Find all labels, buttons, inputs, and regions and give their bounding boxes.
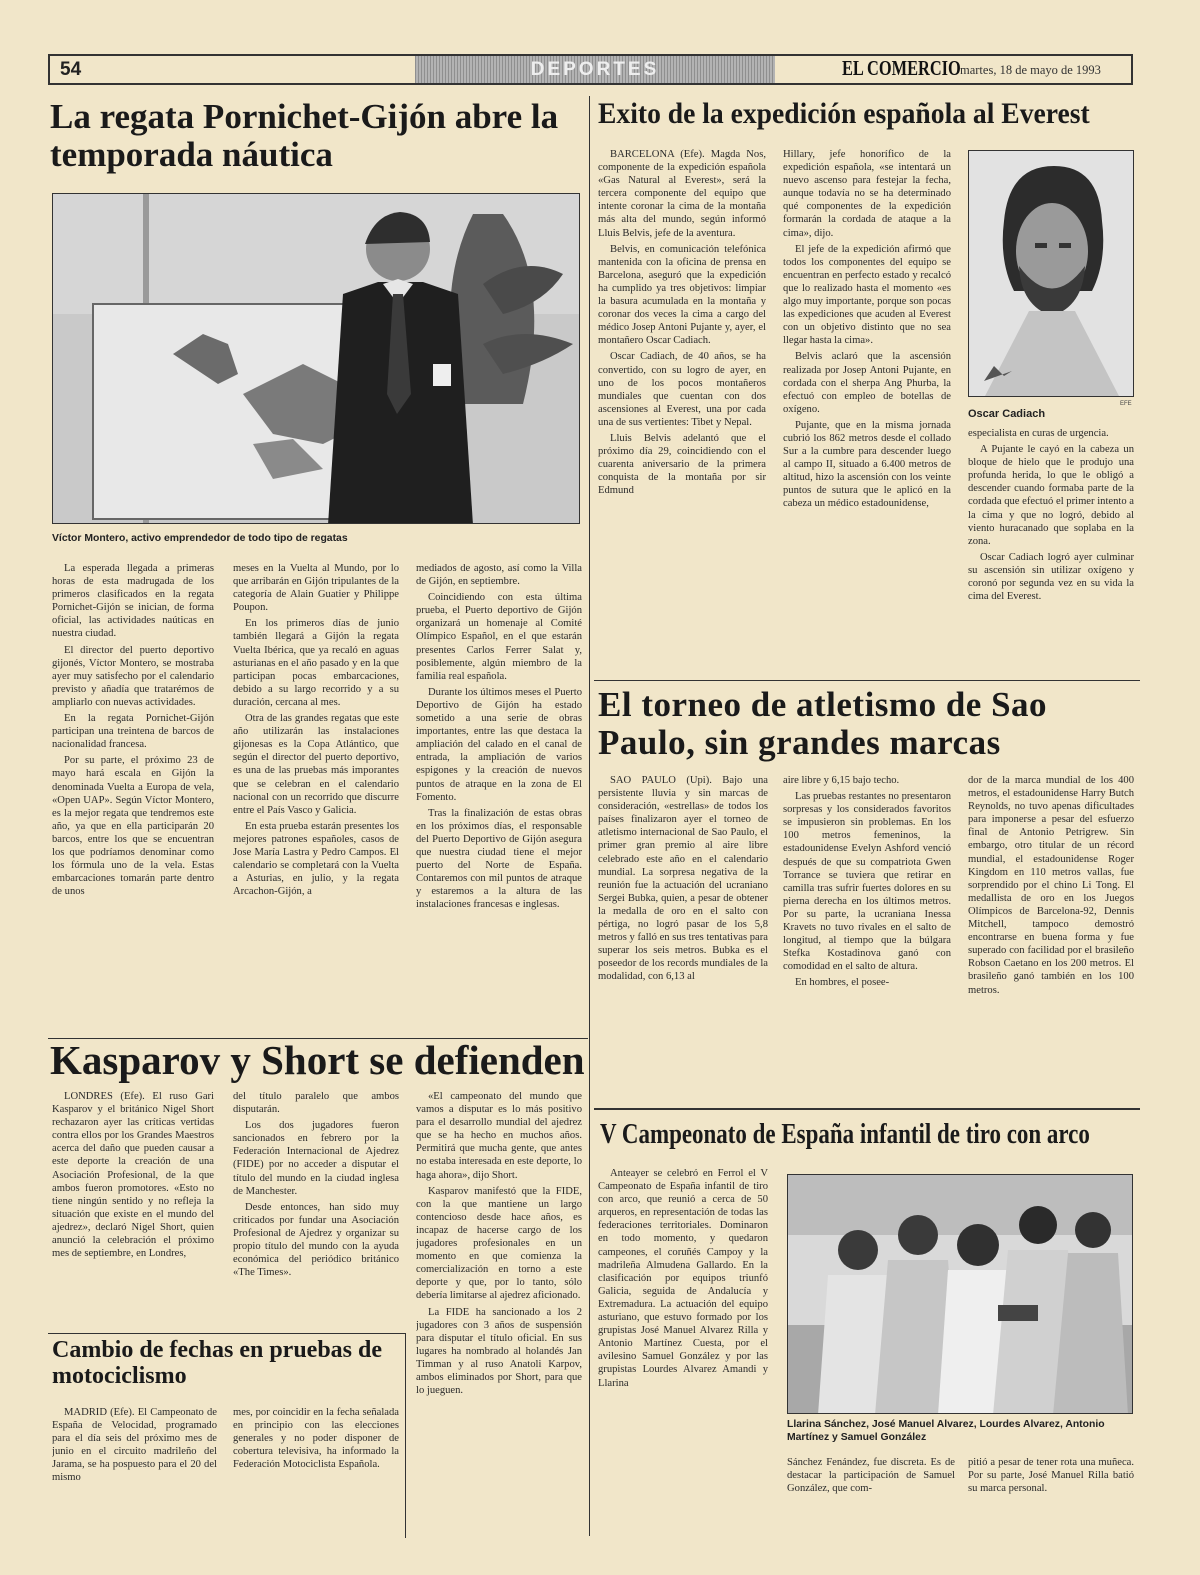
moto-column-2: [233, 1406, 399, 1534]
atletismo-c1-p1: SAO PAULO (Upi). Bajo una persistente lluvia y sin marcas de consideración, «estrellas» de todos los países finalizaron ayer el torneo de atletismo internacional de Sao Paulo, el primer gran premio al aire libre celebrado este año en el calendario mundial. La sorpresa negativa de la reunión fue la actuación del ucraniano Sergei Bubka, quien, a pesar de obtener la medalla de oro en el salto con pértiga, no logró pasar de los 5,8 metros y falló en sus tres tentativas para superar los seis metros. Bubka es el poseedor de los records mundiales de la modalidad, con 6,13 al: [598, 775, 768, 983]
atletismo-headline: El torneo de atletismo de Sao Paulo, sin grandes marcas: [598, 685, 1048, 762]
climber-portrait-illustration: [969, 151, 1134, 397]
kasparov-c2-p3: Desde entonces, han sido muy criticados por fundar una Asociación Profesional de Ajedrez y organizar su propio título del mundo con la ayuda económica del periódico británico «The Times».: [233, 1201, 399, 1279]
atletismo-column-2: [783, 774, 951, 1099]
section-rule: [594, 1108, 1140, 1110]
regata-headline: La regata Pornichet-Gijón abre la temporada náutica: [50, 97, 559, 174]
everest-c3-p1: especialista en curas de urgencia.: [968, 428, 1109, 439]
moto-headline: Cambio de fechas en pruebas de motociclismo: [52, 1337, 383, 1389]
kasparov-column-3: [416, 1090, 582, 1538]
everest-headline: Exito de la expedición española al Everest: [598, 97, 1090, 130]
everest-c1-p4: Lluis Belvis adelantó que el próximo día 29, coincidiendo con el cuarenta aniversario de la primera conquista de la montaña por sir Edmund: [598, 432, 766, 497]
regata-c1-p4: Por su parte, el próximo 23 de mayo hará escala en Gijón la denominada Vuelta a Europa de vela, «Open UAP». Según Víctor Montero, es la mejor regata que tendremos este año, ya que en ella participarán 20 barcos, entre los que se encuentran los que podríamos denominar como los fórmula uno de la vela. Estas embarcaciones tomarán parte dentro de unos: [52, 755, 214, 898]
kasparov-column-1: [52, 1090, 214, 1330]
everest-c1-p2: Belvis, en comunicación telefónica mantenida con la oficina de prensa en Barcelona, aseguró que la expedición ha cumplido ya tres objetivos: limpiar la basura acumulada en la montaña y coronar dos veces la cima a cargo del médico Josep Antoni Pujante y, ayer, el montañero Oscar Cadiach.: [598, 243, 766, 347]
regata-c2-p3: Otra de las grandes regatas que este año utilizarán las instalaciones gijonesas es la Copa Atlántico, que según el director del puerto deportivo, es una de las pruebas más imporantes que se celebran en el calendario nacional con un recorrido que discurre entre el País Vasco y Galicia.: [233, 713, 399, 816]
man-with-map-illustration: [53, 194, 580, 524]
atletismo-c3-p1: dor de la marca mundial de los 400 metros, el estadounidense Harry Butch Reynolds, no tuvo apenas dificultades para imponerse a pesar del esfuerzo final de Antonio Petrigrew. Sin embargo, otro titular de un récord mundial, el estadounidense Roger Kingdom en 110 metros vallas, fue sorprendido por el chino Li Tong. El medallista de oro en los Juegos Olímpicos de Barcelona-92, Dennis Mitchell, tampoco demostró encontrarse en buena forma y fue superado con facilidad por el brasileño Robson Caetano en los 200 metros. El brasileño ganó también en los 100 metros.: [968, 775, 1134, 996]
everest-c2-p2: El jefe de la expedición afirmó que todos los componentes del equipo se encuentran en perfecto estado y recalcó que lo realizado hasta el momento «es algo muy importante, porque son pocas las expediciones que acuden al Everest con un objetivo distinto que no sea llegar hasta la cima».: [783, 243, 951, 347]
regata-c1-p3: En la regata Pornichet-Gijón participan una treintena de barcos de nacionalidad francesa.: [52, 713, 214, 751]
tiro-c3-p1: pitió a pesar de tener rota una muñeca. Por su parte, José Manuel Rilla batió su marca personal.: [968, 1457, 1134, 1495]
column-divider: [589, 96, 590, 1536]
tiro-c1-p1: Anteayer se celebró en Ferrol el V Campeonato de España infantil de tiro con arco, que reunió a cerca de 50 arqueros, en representación de todas las federaciones territoriales. Dominaron en todo momento, y quedaron campeones, el coruñés Campoy y la madrileña Almudena Gallardo. En la clasificación por equipos triunfó Galicia, seguida de Andalucía y Extremadura. La actuación del equipo asturiano, que estuvo formado por los grupistas José Manuel Alvarez Rilla y Antonio Martínez Cuesta, por el avilesino Samuel González y por las grupistas Lourdes Alvarez Amandi y Llarina: [598, 1168, 768, 1389]
tiro-column-2: [787, 1456, 955, 1538]
everest-photo-caption: Oscar Cadiach: [968, 408, 1046, 420]
kasparov-c3-p1: «El campeonato del mundo que vamos a disputar es lo más positivo para el desarrollo mundial del ajedrez que se ha hecho en muchos años. Permitirá que mucha gente, que antes no estaba interesada en este deporte, lo haga ahora», dijo Short.: [416, 1091, 582, 1181]
everest-c2-p1: Hillary, jefe honorífico de la expedición española, «se intentará un nuevo ascenso para festejar la fecha, aunque todavía no se ha determinado qué componentes de la expedición formarán la cordada de ataque a la cima», dijo.: [783, 149, 951, 239]
regata-photo-caption: Víctor Montero, activo emprendedor de todo tipo de regatas: [52, 533, 348, 544]
everest-c1-p1: BARCELONA (Efe). Magda Nos, componente de la expedición española «Gas Natural al Everest», será la tercera componente del equipo que intente coronar la cima de la montaña más alta del mundo, según informó Lluis Belvis, jefe de la aventura.: [598, 149, 766, 239]
regata-c3-p1: mediados de agosto, así como la Villa de Gijón, en septiembre.: [416, 563, 582, 588]
everest-column-2: [783, 148, 951, 678]
section-title: DEPORTES: [530, 59, 660, 80]
regata-column-3: [416, 562, 582, 1040]
page-number: 54: [60, 59, 82, 80]
everest-photo: [968, 150, 1134, 397]
everest-c2-p4: Pujante, que en la misma jornada cubrió los 862 metros desde el collado Sur a la cumbre para descender luego al campo II, situado a 6.400 metros de altitud, hizo la ascensión con los veinte puntos de sutura que le aplicó en la cabeza un médico estadounidense,: [783, 419, 951, 510]
tiro-headline: V Campeonato de España infantil de tiro con arco: [600, 1119, 1090, 1150]
moto-c1-p1: MADRID (Efe). El Campeonato de España de Velocidad, programado para el día seis del próximo mes de junio en el circuito madrileño del Jarama, se ha pospuesto para el 20 del mismo: [52, 1407, 217, 1484]
kasparov-c1-p1: LONDRES (Efe). El ruso Gari Kasparov y el británico Nigel Short rechazaron ayer las críticas vertidas contra ellos por los Grandes Maestros acerca del daño que pueden causar a este deporte la creación de una Asociación Profesional, de la que ambos fueron promotores. «Esto no tiene ningún sentido y no refleja la situación que existe en el mundo del ajedrez», declaró Nigel Short, quien anunció la celebración el próximo mes de septiembre, en Londres,: [52, 1091, 214, 1260]
everest-c3-p3: Oscar Cadiach logró ayer culminar su ascensión sin utilizar oxígeno y coronó por segunda vez en su vida la cima del Everest.: [968, 551, 1134, 603]
everest-c3-p2: A Pujante le cayó en la cabeza un bloque de hielo que le produjo una profunda herida, lo que le obligó a descender cuando formaba parte de la cordada que efectuó el primer intento a la cima y que no logró, debido al viento huracanado que soplaba en la zona.: [968, 444, 1134, 547]
regata-c1-p1: La esperada llegada a primeras horas de esta madrugada de los primeros clasificados en la regata Pornichet-Gijón se inician, de forma oficial, las actividades naúticas en nuestra ciudad.: [52, 563, 214, 640]
regata-c3-p2: Coincidiendo con esta última prueba, el Puerto deportivo de Gijón organizará un homenaje al Comité Olímpico Español, en el que estarán presentes Carlos Ferrer Salat y, posiblemente, algún miembro de la familia real española.: [416, 592, 582, 682]
section-band: [415, 56, 775, 83]
atletismo-column-3: [968, 774, 1134, 1099]
regata-photo: [52, 193, 580, 524]
everest-c1-p3: Oscar Cadiach, de 40 años, se ha convertido, con su logro de ayer, en uno de los pocos montañeros mundiales que cuentan con dos ascensiones al Everest, una por cada una de sus vertientes: Tibet y Nepal.: [598, 351, 766, 428]
atletismo-c2-p3: En hombres, el posee-: [795, 977, 890, 989]
everest-c2-p3: Belvis aclaró que la ascensión realizada por Josep Antoni Pujante, en cordada con el sherpa Ang Phurba, la efectuó con empleo de botellas de oxígeno.: [783, 351, 951, 415]
moto-c2-p1: mes, por coincidir en la fecha señalada en principio con las elecciones generales y no poder disponer de cobertura televisiva, ha informado la Federación Motociclista Española.: [233, 1407, 399, 1471]
tiro-c2-p1: Sánchez Fenández, fue discreta. Es de destacar la participación de Samuel González, que com-: [787, 1457, 955, 1495]
regata-column-1: [52, 562, 214, 1040]
everest-column-1: [598, 148, 766, 678]
newspaper-name: EL COMERCIO: [842, 56, 961, 80]
regata-c2-p4: En esta prueba estarán presentes los mejores patrones españoles, casos de Jose María Lastra y Pedro Campos. El calendario se completará con la Vuelta a Asturias, en julio, y la regata Arcachon-Gijón, a: [233, 820, 399, 898]
regata-column-2: [233, 562, 399, 1040]
tiro-photo-caption: Llarina Sánchez, José Manuel Alvarez, Lourdes Alvarez, Antonio Martínez y Samuel González: [787, 1419, 1105, 1443]
tiro-column-1: [598, 1167, 768, 1539]
regata-c2-p1: meses en la Vuelta al Mundo, por lo que arribarán en Gijón tripulantes de la categoría de Alain Guatier y Philippe Poupon.: [233, 563, 399, 614]
moto-column-1: [52, 1406, 217, 1534]
everest-column-3: [968, 427, 1134, 679]
regata-c1-p2: El director del puerto deportivo gijonés, Víctor Montero, se mostraba ayer muy satisfecho por el calendario previsto y añadía que tratarémos de ampliarlo con nuevas actividades.: [52, 644, 214, 708]
everest-photo-credit: EFE: [1120, 401, 1132, 407]
regata-c3-p4: Tras la finalización de estas obras en los próximos días, el responsable del Puerto Deportivo de Gijón asegura que nuestra ciudad tiene el mejor puerto del Norte de España. Contaremos con mil puntos de atraque y estaremos a la altura de las instalaciones francesas e inglesas.: [416, 807, 582, 911]
kasparov-column-2: [233, 1090, 399, 1330]
tiro-column-3: [968, 1456, 1134, 1538]
kasparov-c2-p2: Los dos jugadores fueron sancionados en febrero por la Federación Internacional de Ajedrez (FIDE) por no acceder a disputar el título del mundo en la ciudad inglesa de Manchester.: [233, 1120, 399, 1197]
kasparov-c2-p1: del título paralelo que ambos disputarán.: [233, 1091, 399, 1116]
atletismo-c2-p1: aire libre y 6,15 bajo techo.: [783, 775, 900, 786]
atletismo-column-1: [598, 774, 768, 1099]
regata-c2-p2: En los primeros días de junio también llegará a Gijón la regata Vuelta Ibérica, que ya recaló en aguas asturianas en el año pasado y en la que participan pocas embarcaciones, debido a su largo recorrido y a su duración, cercana al mes.: [233, 618, 399, 708]
page-header: [48, 54, 1133, 85]
section-rule: [594, 680, 1140, 681]
kasparov-c3-p3: La FIDE ha sancionado a los 2 jugadores con 3 años de suspensión para disputar el título oficial. En sus lugares ha nombrado al holandés Jan Timman y al ruso Anatoli Karpov, ambos eliminados por Short, para que lo jueguen.: [416, 1306, 582, 1397]
issue-date: martes, 18 de mayo de 1993: [960, 63, 1101, 77]
tiro-photo: [787, 1174, 1133, 1414]
archers-group-illustration: [788, 1175, 1133, 1414]
regata-c3-p3: Durante los últimos meses el Puerto Deportivo de Gijón ha estado sometido a una serie de obras importantes, entre las que destaca la ampliación del calado en el canal de entrada, la ampliación de varios espigones y la creación de nuevos puntos de atraque en la zona de El Fomento.: [416, 686, 582, 803]
kasparov-c3-p2: Kasparov manifestó que la FIDE, con la que mantiene un largo contencioso desde hace años, es incapaz de hacerse cargo de los jugadores profesionales en un momento en que comienza la comercialización en torno a este deporte y que, por lo tanto, sólo debería limitarse al ajedrez aficionado.: [416, 1185, 582, 1302]
atletismo-c2-p2: Las pruebas restantes no presentaron sorpresas y los considerados favoritos se impusieron sin problemas. En los 100 metros femeninos, la estadounidense Evelyn Ashford venció después de que su compatriota Gwen Torrance se tuviera que retirar en camilla tras sufrir fuertes dolores en su pierna derecha en los últimos metros. Por su parte, la ucraniana Inessa Kravets no tuvo rivales en el salto de longitud, al tiempo que la búlgara Stefka Kostadinova ganó con comodidad en el salto de altura.: [783, 791, 951, 973]
kasparov-headline: Kasparov y Short se defienden: [50, 1037, 585, 1083]
